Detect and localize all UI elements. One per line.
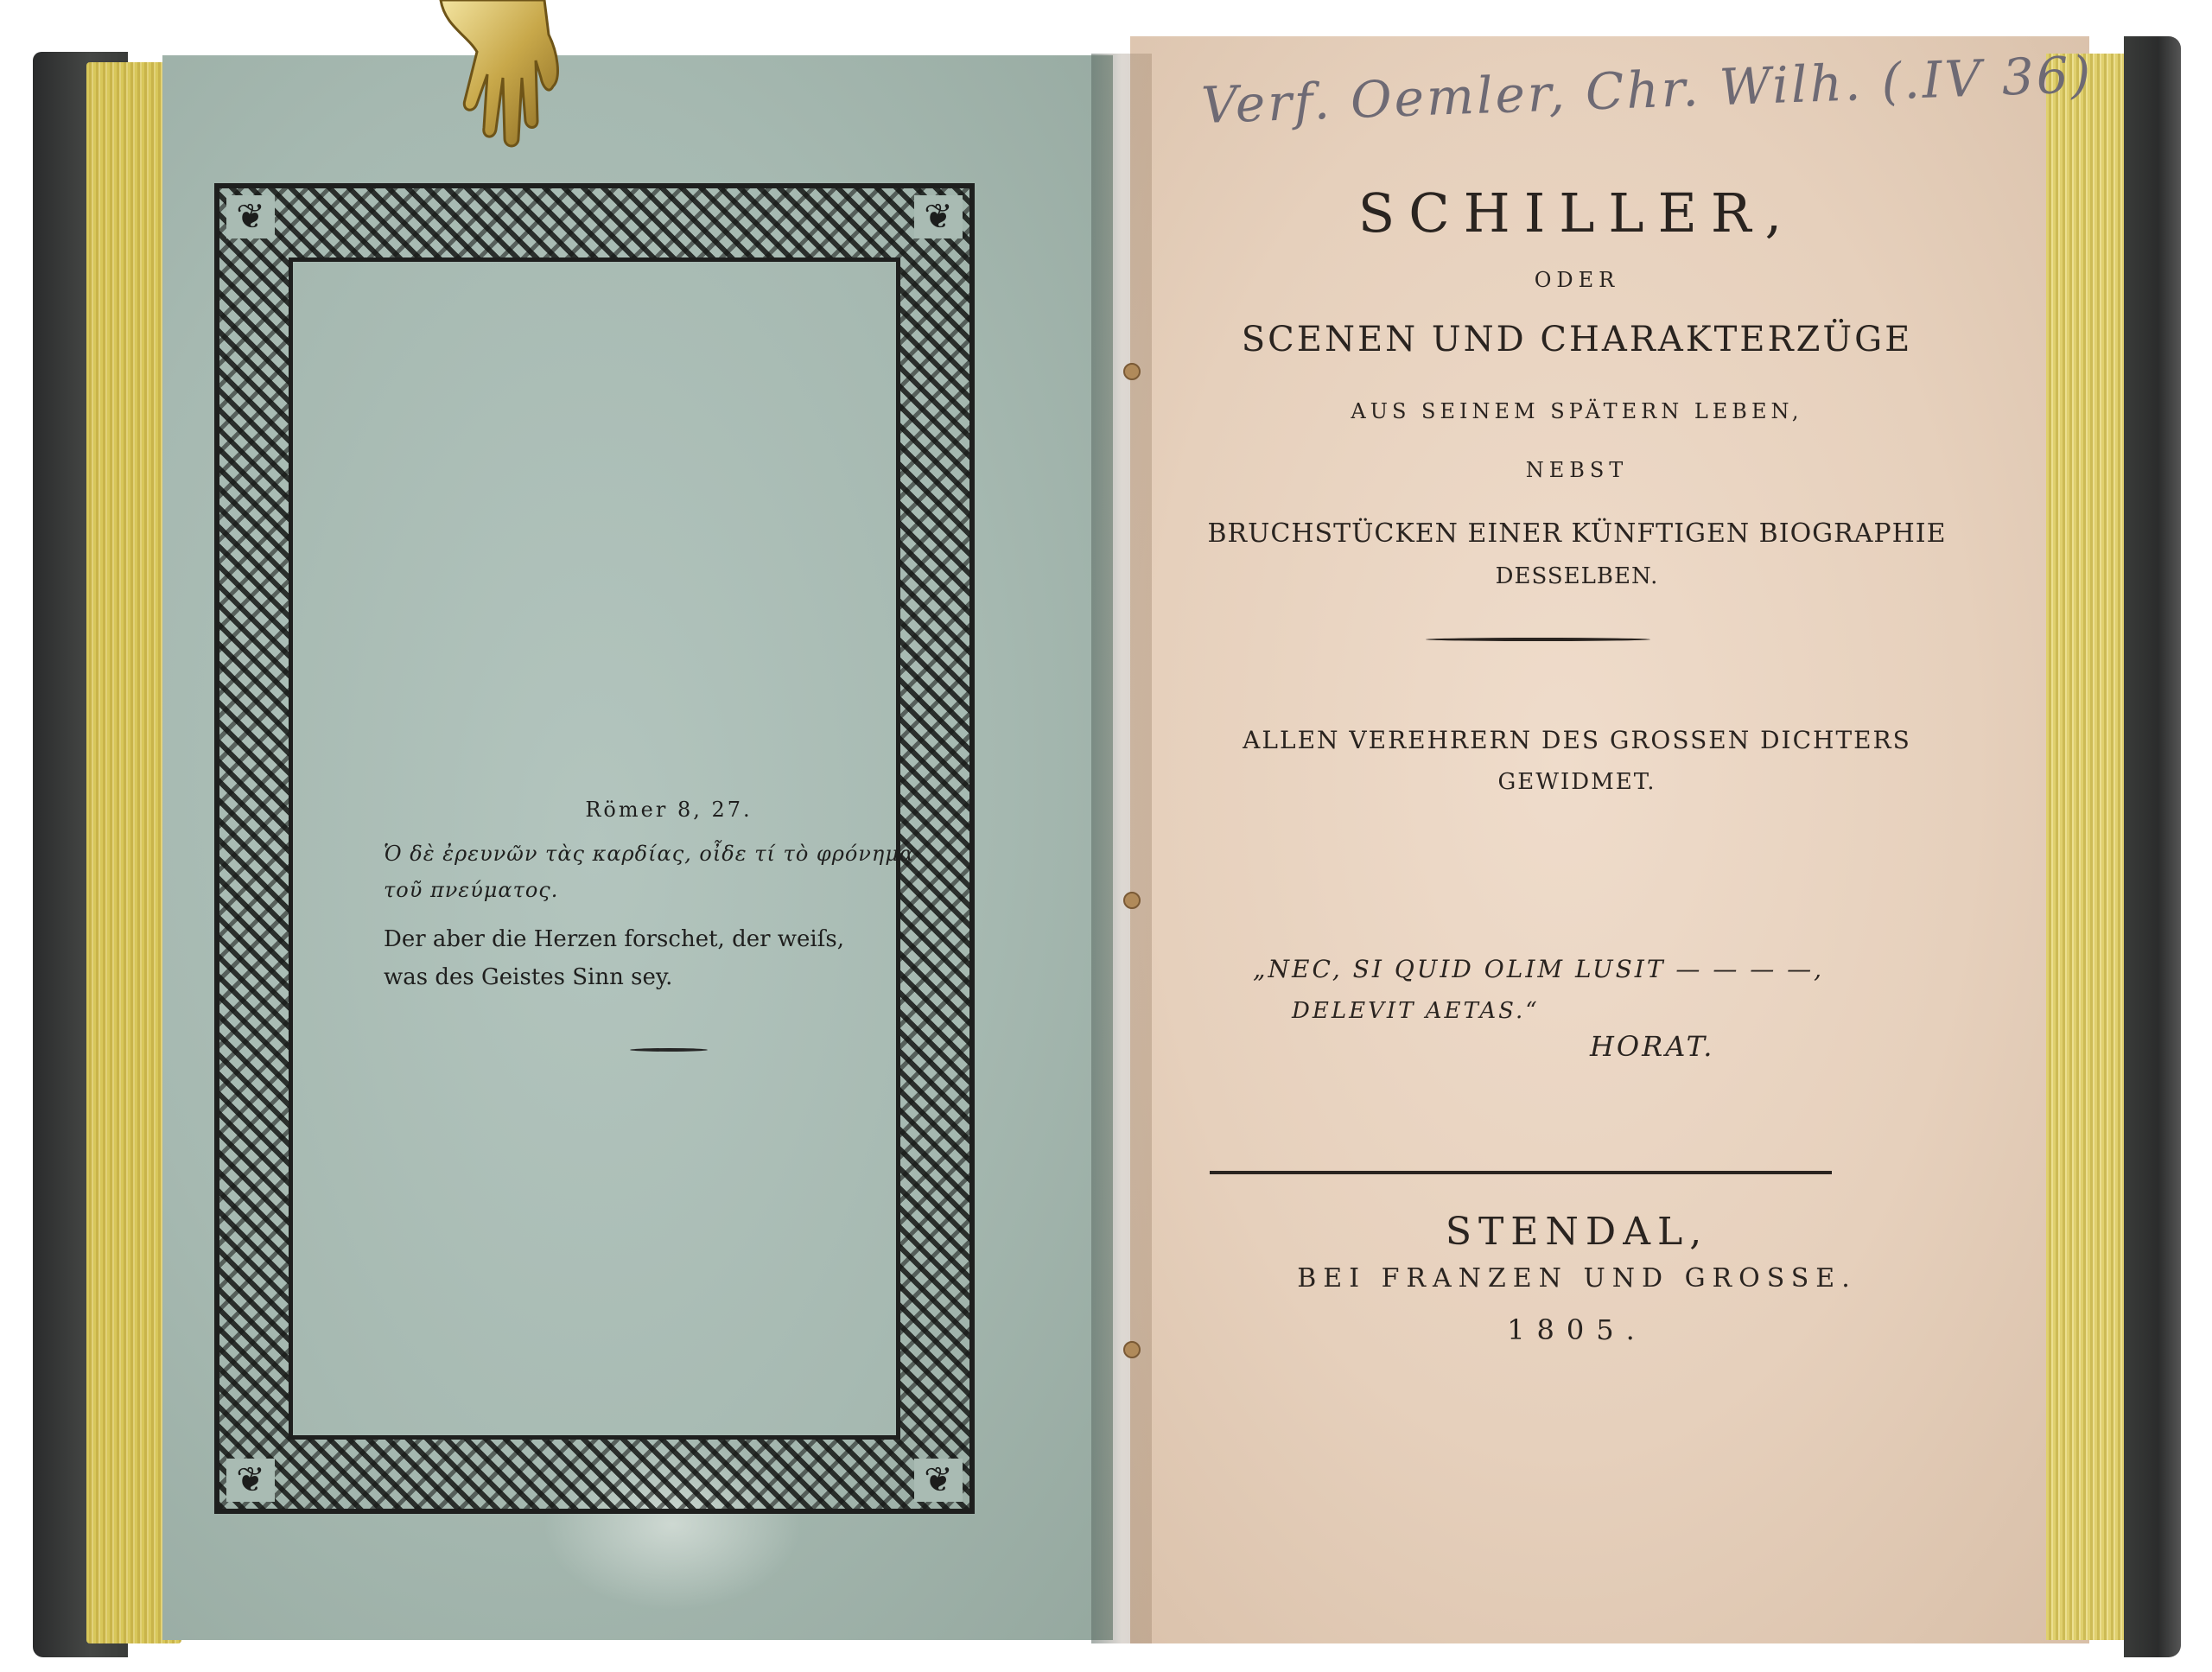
binding-stitch [1123, 363, 1141, 380]
title-nebst: NEBST [1525, 458, 1629, 482]
frame-panel [289, 257, 915, 1440]
imprint-rule [1210, 1171, 1832, 1174]
ornament-rule [630, 1048, 708, 1052]
butterfly-icon: ❦ [914, 1459, 963, 1502]
greek-line: Ὁ δὲ ἐρευνῶν τὰς καρδίας, οἶδε τί τὸ φρόνημα [384, 842, 915, 866]
epigraph-line: „NEC, SI QUID OLIM LUSIT — — — —, [1253, 955, 1825, 983]
imprint-year: 1805. [1507, 1313, 1647, 1346]
imprint-place: STENDAL, [1445, 1210, 1709, 1254]
greek-line: τοῦ πνεύματος. [384, 878, 559, 902]
book-cover-right [2124, 36, 2181, 1657]
book-subtitle: SCENEN UND CHARAKTERZÜGE [1241, 320, 1913, 359]
ornament-rule [1426, 638, 1650, 641]
hand-bookmark-icon [406, 0, 579, 156]
butterfly-icon: ❦ [226, 195, 275, 238]
subtitle-line: DESSELBEN. [1495, 563, 1659, 589]
dedication-line: GEWIDMET. [1497, 769, 1656, 795]
epigraph-author: HORAT. [1590, 1030, 1715, 1063]
german-line: was des Geistes Sinn sey. [384, 964, 673, 990]
epigraph-line: DELEVIT AETAS.“ [1292, 998, 1540, 1024]
bible-verse [384, 798, 954, 1052]
imprint-publisher: BEI FRANZEN UND GROSSE. [1297, 1263, 1857, 1294]
title-oder: ODER [1534, 268, 1620, 292]
handwritten-note: Verf. Oemler, Chr. Wilh. (.IV 36) [1200, 45, 2094, 135]
ivy-border-icon [214, 183, 975, 1514]
subtitle-line: AUS SEINEM SPÄTERN LEBEN, [1351, 399, 1803, 423]
book-title: SCHILLER, [1357, 181, 1796, 245]
german-line: Der aber die Herzen forschet, der weiſs, [384, 926, 844, 952]
dedication-line: ALLEN VEREHRERN DES GROSSEN DICHTERS [1243, 726, 1911, 754]
butterfly-icon: ❦ [914, 195, 963, 238]
butterfly-icon: ❦ [226, 1459, 275, 1502]
subtitle-line: BRUCHSTÜCKEN EINER KÜNFTIGEN BIOGRAPHIE [1207, 518, 1947, 549]
verse-reference: Römer 8, 27. [585, 798, 753, 822]
binding-stitch [1123, 892, 1141, 909]
book-gutter [1091, 54, 1152, 1643]
